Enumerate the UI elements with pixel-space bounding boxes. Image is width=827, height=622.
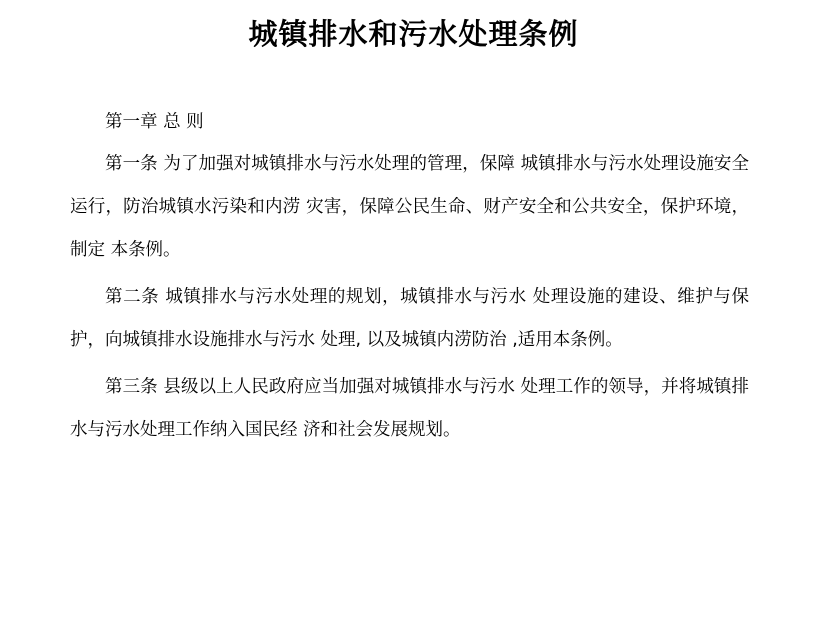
page-title: 城镇排水和污水处理条例: [248, 17, 579, 51]
chapter-heading: 第一章 总 则: [105, 111, 204, 132]
document-body: [0, 101, 827, 452]
article-paragraph: 第三条 县级以上人民政府应当加强对城镇排水与污水 处理工作的领导，并将城镇排水与污水处理工作纳入国民经 济和社会发展规划。: [70, 376, 749, 440]
article-paragraph: 第一条 为了加强对城镇排水与污水处理的管理，保障 城镇排水与污水处理设施安全运行，防治城镇水污染和内涝 灾害，保障公民生命、财产安全和公共安全，保护环境，制定 本条例。: [70, 154, 749, 261]
document-page: [0, 14, 827, 622]
article-paragraph: 第二条 城镇排水与污水处理的规划，城镇排水与污水 处理设施的建设、维护与保护，向城镇排水设施排水与污水 处理, 以及城镇内涝防治 ,适用本条例。: [70, 287, 749, 350]
